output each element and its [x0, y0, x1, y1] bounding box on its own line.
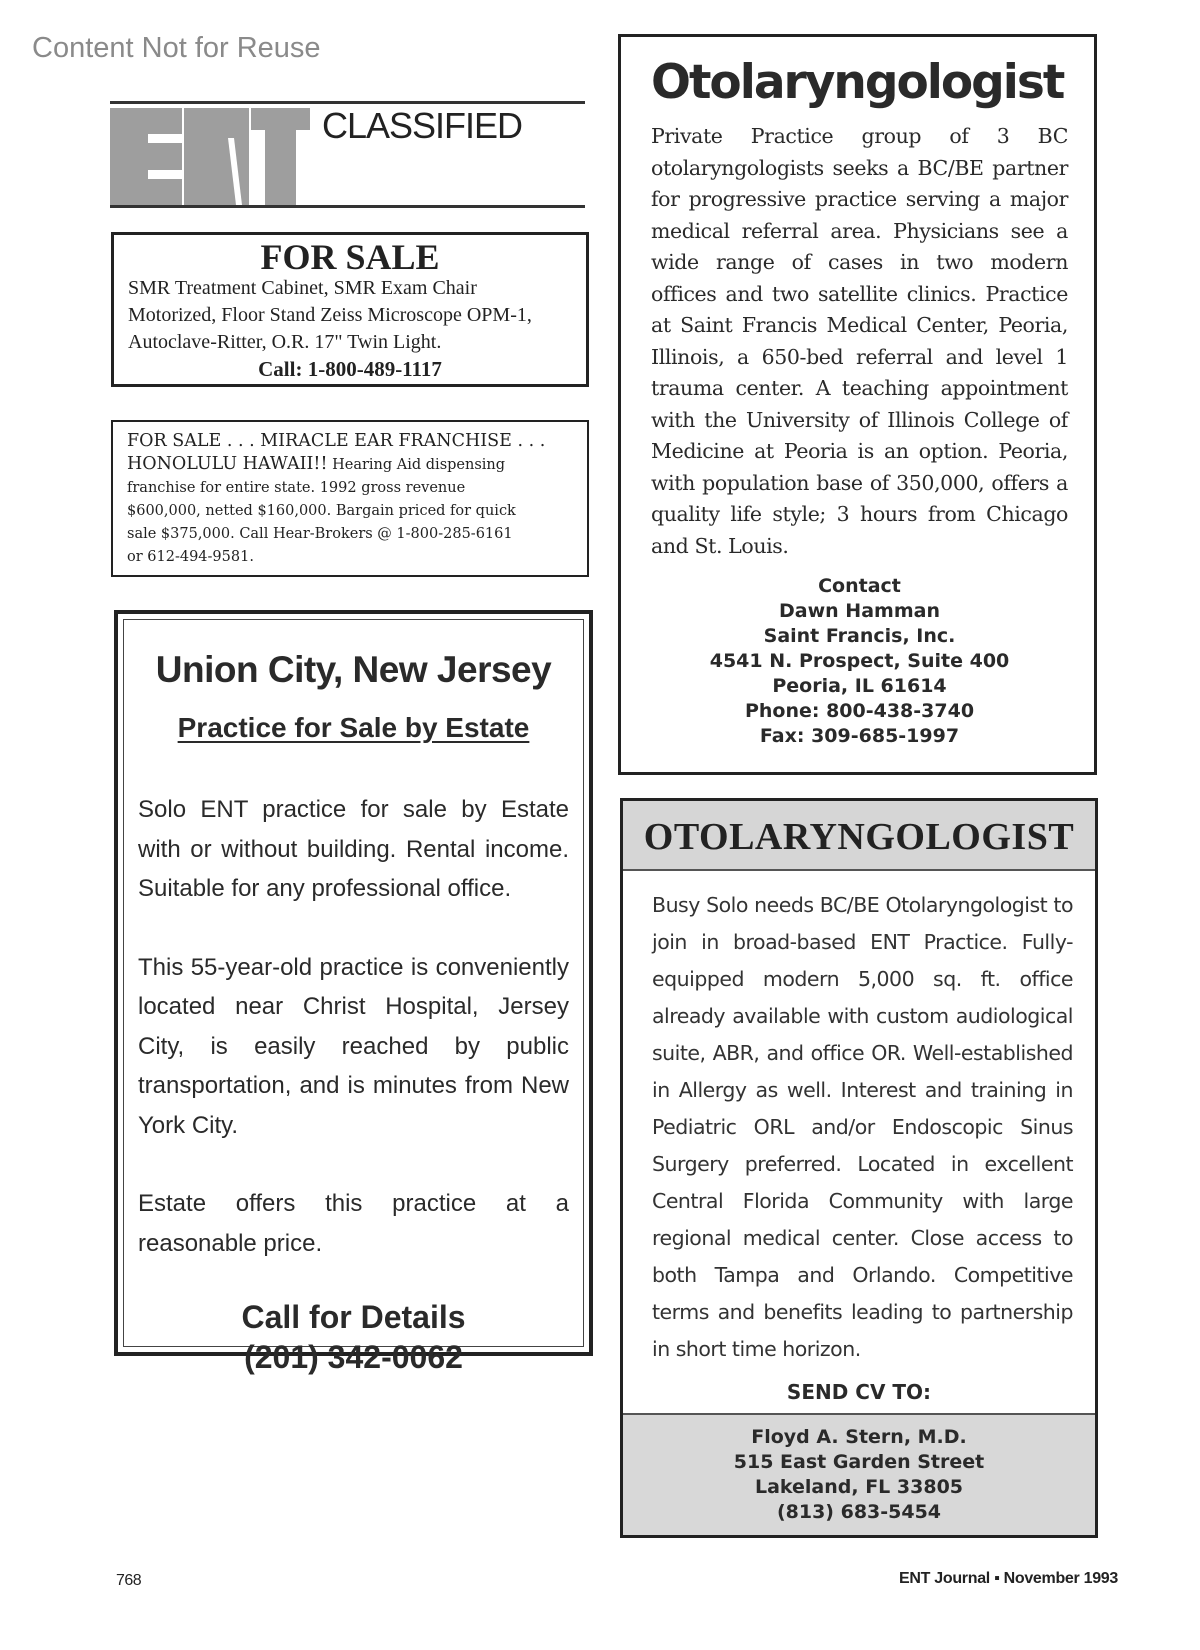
ad-body: Busy Solo needs BC/BE Otolaryngologist to join in broad-based ENT Practice. Fully-equipped modern 5,000 sq. ft. office already available with custom audiological suite, ABR, and office OR. Well-established in Allergy as well. Interest and training in Pediatric ORL and/or Endoscopic Sinus Surgery preferred. Located in excellent Central Florida Community with large regional medical center. Close access to both Tampa and Orlando. Competitive terms and benefits leading to partnership in short time horizon. [652, 893, 1073, 1361]
ad-headline: FOR SALE . . . MIRACLE EAR FRANCHISE . . . [127, 431, 546, 451]
contact-name: Dawn Hamman [779, 600, 940, 622]
ad-otolaryngologist-peoria [618, 34, 1097, 775]
address-phone: (813) 683-5454 [776, 1501, 942, 1523]
ad-address-block [623, 1413, 1095, 1535]
page-number: 768 [116, 1572, 142, 1589]
ad-paragraph: This 55-year-old practice is conveniently located near Christ Hospital, Jersey City, is easily reached by public transportation, and is minutes from New York City. [138, 953, 569, 1139]
contact-city: Peoria, IL 61614 [772, 675, 947, 697]
top-rule [110, 101, 585, 104]
ad-inner-frame [123, 619, 584, 1375]
send-cv-label: SEND CV TO: [786, 1380, 932, 1404]
ad-title: FOR SALE [260, 237, 440, 277]
contact-fax: Fax: 309-685-1997 [759, 725, 960, 747]
ad-line: Motorized, Floor Stand Zeiss Microscope OPM-1, [128, 304, 532, 326]
address-city: Lakeland, FL 33805 [754, 1476, 964, 1498]
ad-subtitle: Practice for Sale by Estate [177, 712, 530, 743]
watermark: Content Not for Reuse [32, 32, 321, 64]
ad-paragraph: Estate offers this practice at a reasonable price. [138, 1190, 569, 1257]
address-name: Floyd A. Stern, M.D. [751, 1426, 967, 1448]
ad-title: Union City, New Jersey [155, 649, 552, 690]
journal-citation: ENT Journal ▪ November 1993 [899, 1570, 1118, 1587]
contact-label: Contact [818, 575, 901, 597]
contact-org: Saint Francis, Inc. [763, 625, 956, 647]
ad-cta-label: Call for Details [241, 1299, 466, 1335]
ad-phone: (201) 342-0062 [244, 1339, 463, 1375]
contact-street: 4541 N. Prospect, Suite 400 [709, 650, 1010, 672]
ad-line: franchise for entire state. 1992 gross revenue [127, 480, 466, 496]
classified-masthead [110, 101, 585, 209]
ad-line: $600,000, netted $160,000. Bargain priced for quick [127, 503, 516, 519]
ad-title: OTOLARYNGOLOGIST [623, 801, 1095, 871]
address-street: 515 East Garden Street [733, 1451, 985, 1473]
ad-headline-location: HONOLULU HAWAII!! [127, 454, 328, 474]
ad-miracle-ear-franchise [111, 420, 589, 577]
ad-contact-block [651, 574, 1068, 749]
ad-body [128, 275, 572, 356]
ad-body: Hearing Aid dispensing [327, 457, 506, 473]
ad-line: or 612-494-9581. [127, 549, 254, 565]
ad-cta [138, 1297, 569, 1377]
section-title: CLASSIFIED [322, 105, 523, 146]
ad-line: sale $375,000. Call Hear-Brokers @ 1-800-285-6161 [127, 526, 513, 542]
contact-phone: Phone: 800-438-3740 [744, 700, 975, 722]
ad-body: Private Practice group of 3 BC otolaryngologists seeks a BC/BE partner for progressive practice serving a major medical referral area. Physicians see a wide range of cases in two modern offices and two satellite clinics. Practice at Saint Francis Medical Center, Peoria, Illinois, a 650-bed referral and level 1 trauma center. A teaching appointment with the University of Illinois College of Medicine at Peoria is an option. Peoria, with population base of 350,000, offers a quality life style; 3 hours from Chicago and St. Louis. [651, 124, 1068, 558]
ad-for-sale-equipment [111, 232, 589, 387]
ad-line: SMR Treatment Cabinet, SMR Exam Chair [128, 277, 477, 299]
ad-otolaryngologist-florida [620, 798, 1098, 1538]
bottom-rule [110, 205, 585, 208]
ad-title: Otolaryngologist [651, 55, 1064, 110]
ad-union-city-practice [114, 610, 593, 1375]
ent-logo-icon [110, 108, 310, 205]
ad-line: Autoclave-Ritter, O.R. 17" Twin Light. [128, 331, 442, 353]
ad-paragraph: Solo ENT practice for sale by Estate with or without building. Rental income. Suitable for any professional office. [138, 796, 569, 902]
ad-phone: Call: 1-800-489-1117 [258, 357, 442, 381]
